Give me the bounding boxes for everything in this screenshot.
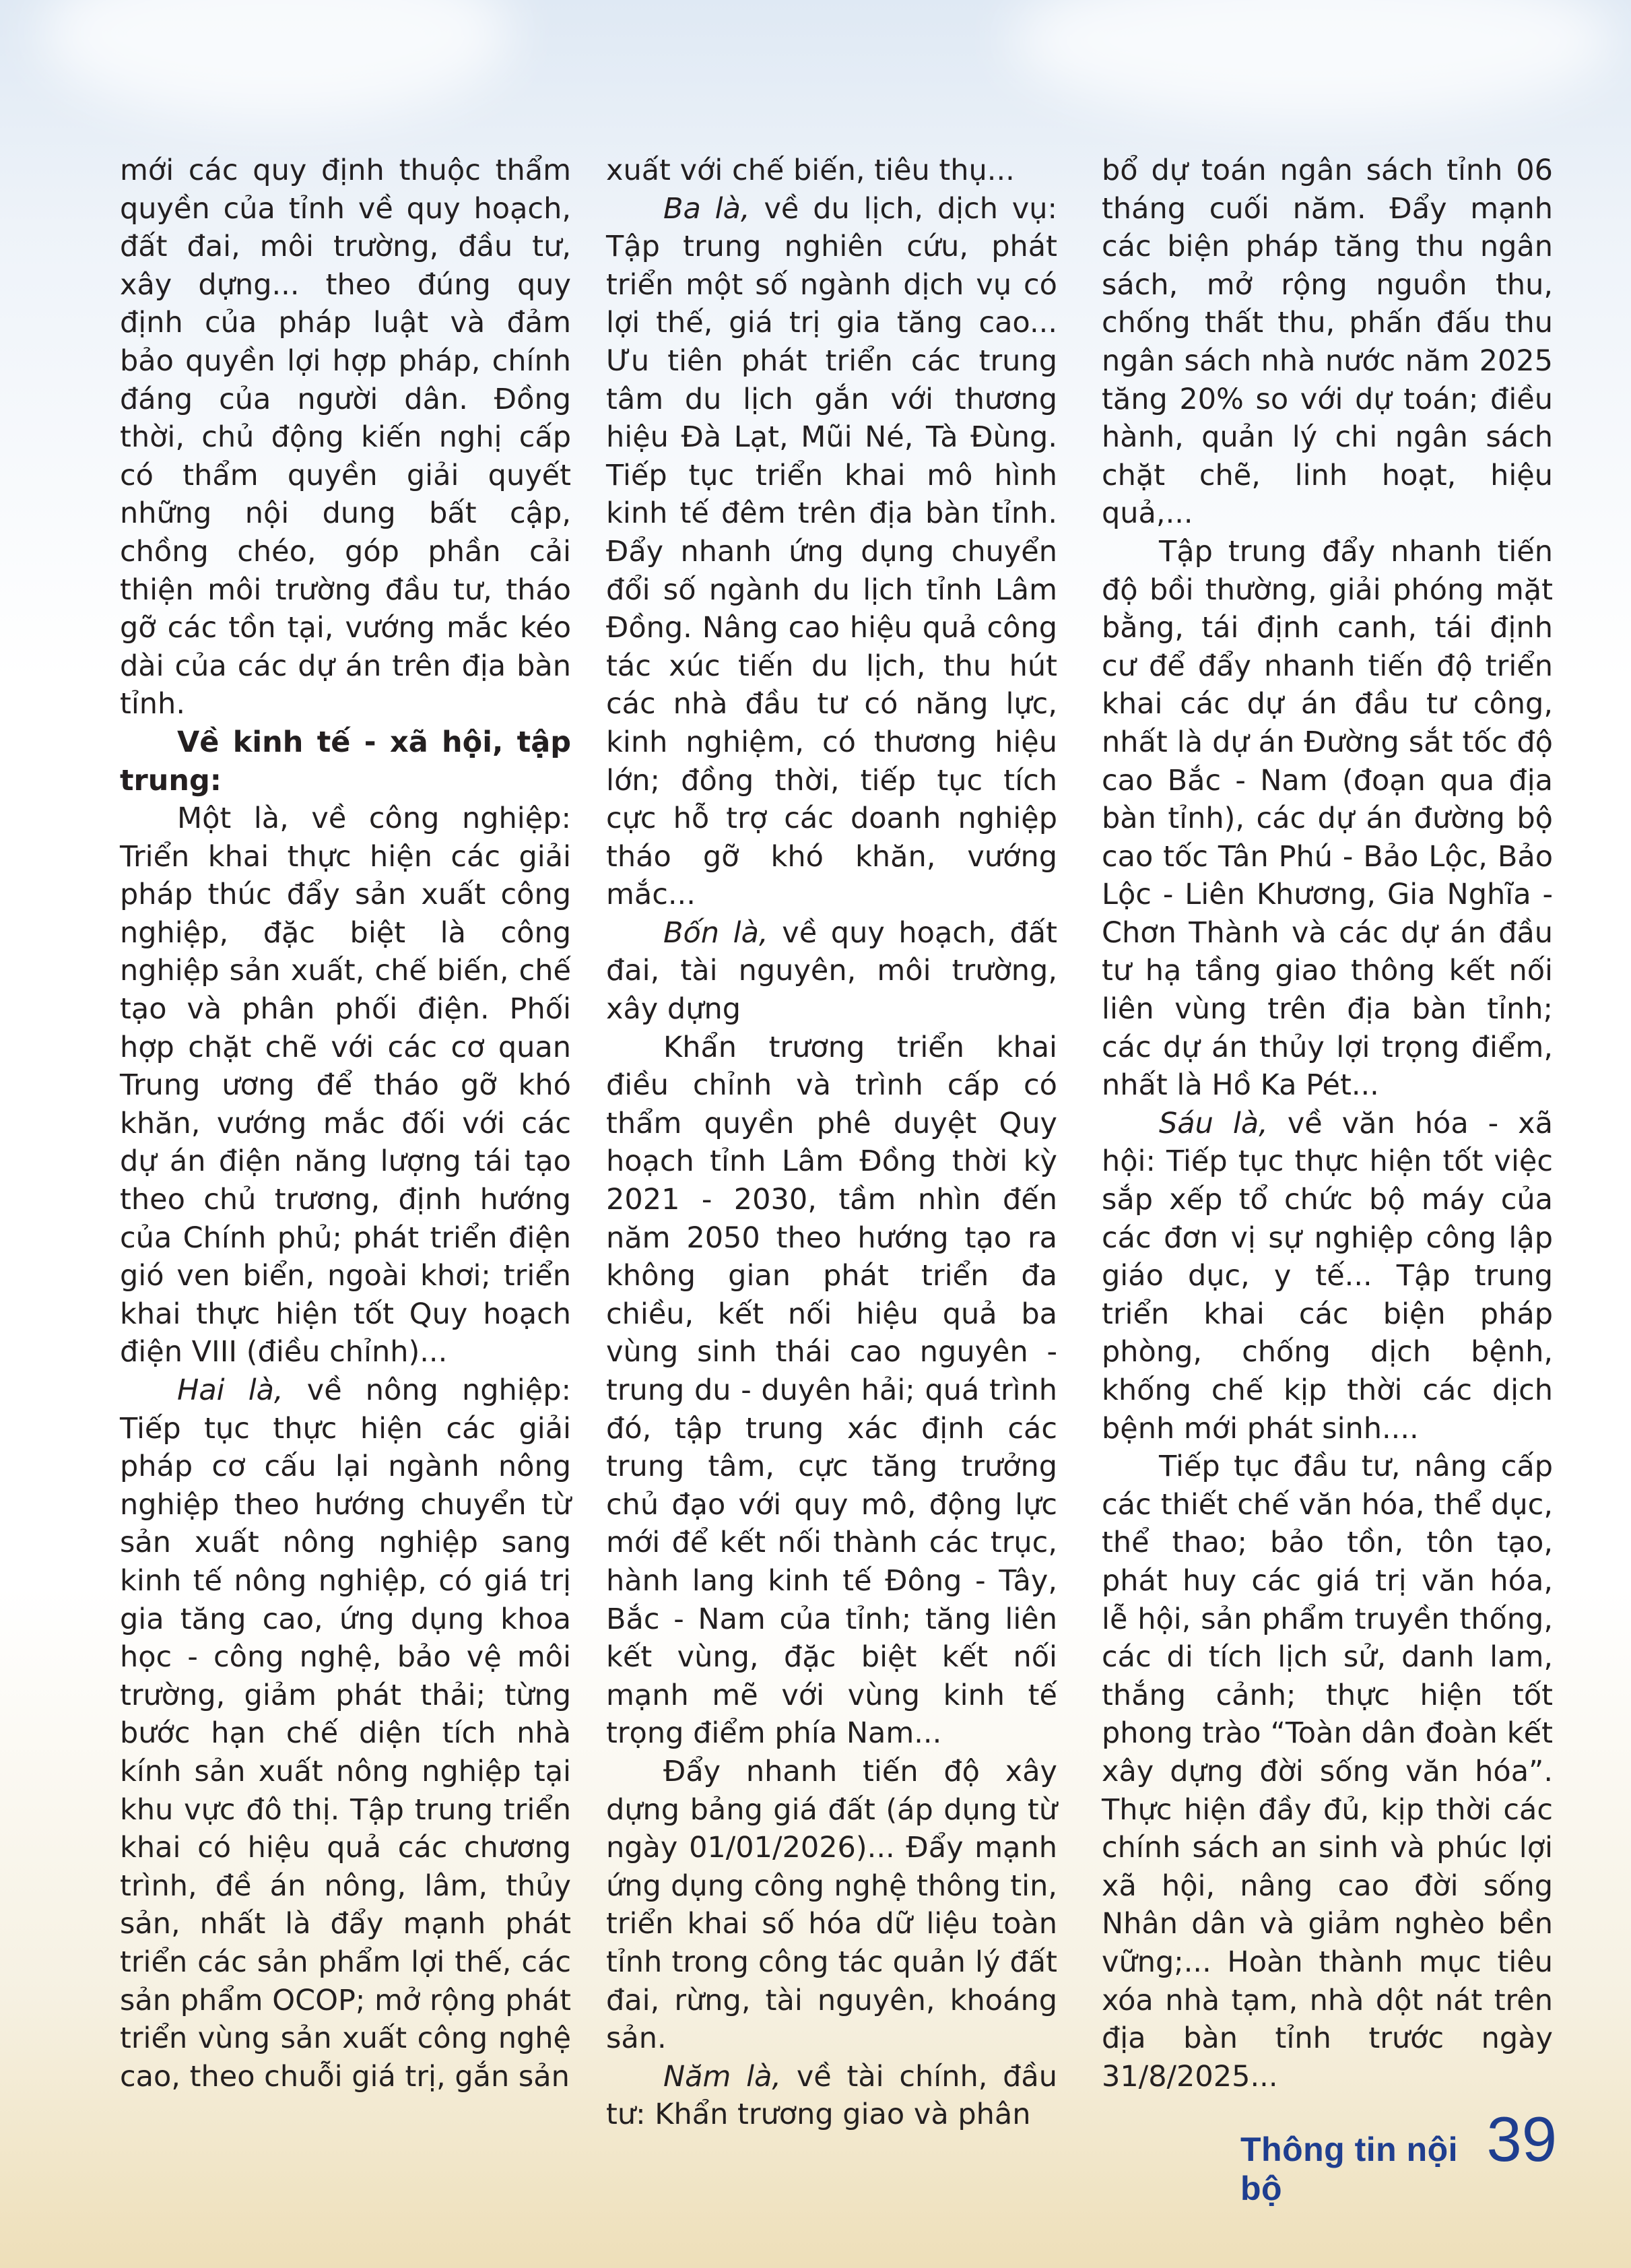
paragraph xyxy=(1102,1105,1553,1448)
page-number: 39 xyxy=(1486,2104,1557,2174)
paragraph xyxy=(1102,533,1553,1105)
body-text: về tài chính, đầu tư: Khẩn trương giao và phân xyxy=(606,2059,1057,2132)
paragraph xyxy=(606,2058,1057,2134)
paragraph xyxy=(120,152,571,723)
body-text: về du lịch, dịch vụ: Tập trung nghiên cứu, phát triển một số ngành dịch vụ có lợi thế, giá trị gia tăng cao... Ưu tiên phát triển các trung tâm du lịch gắn với thương hiệu Đà Lạt, Mũi Né, Tà Đùng. Tiếp tục triển khai mô hình kinh tế đêm trên địa bàn tỉnh. Đẩy nhanh ứng dụng chuyển đổi số ngành du lịch tỉnh Lâm Đồng. Nâng cao hiệu quả công tác xúc tiến du lịch, thu hút các nhà đầu tư có năng lực, kinh nghiệm, có thương hiệu lớn; đồng thời, tiếp tục tích cực hỗ trợ các doanh nghiệp tháo gỡ khó khăn, vướng mắc... xyxy=(606,191,1057,912)
italic-lead: Ba là, xyxy=(663,191,750,226)
background-cloud xyxy=(1010,0,1616,121)
paragraph xyxy=(1102,152,1553,533)
italic-lead: Hai là, xyxy=(177,1373,284,1407)
body-text: bổ dự toán ngân sách tỉnh 06 tháng cuối năm. Đẩy mạnh các biện pháp tăng thu ngân sách, mở rộng nguồn thu, chống thất thu, phấn đấu thu ngân sách nhà nước năm 2025 tăng 20% so với dự toán; điều hành, quản lý chi ngân sách chặt chẽ, linh hoạt, hiệu quả,... xyxy=(1102,154,1553,531)
paragraph xyxy=(606,190,1057,914)
text-column-1 xyxy=(120,152,571,2096)
page-footer xyxy=(1240,2103,1557,2207)
italic-lead: Năm là, xyxy=(663,2059,782,2094)
paragraph xyxy=(120,723,571,800)
body-text: xuất với chế biến, tiêu thụ... xyxy=(606,154,1015,187)
paragraph xyxy=(606,152,1057,190)
body-text: Một là, về công nghiệp: Triển khai thực hiện các giải pháp thúc đẩy sản xuất công nghiệp, đặc biệt là công nghiệp sản xuất, chế biến, chế tạo và phân phối điện. Phối hợp chặt chẽ với các cơ quan Trung ương để tháo gỡ khó khăn, vướng mắc đối với các dự án điện năng lượng tái tạo theo chủ trương, định hướng của Chính phủ; phát triển điện gió ven biển, ngoài khơi; triển khai thực hiện tốt Quy hoạch điện VIII (điều chỉnh)... xyxy=(120,802,571,1369)
body-text: Đẩy nhanh tiến độ xây dựng bảng giá đất (áp dụng từ ngày 01/01/2026)... Đẩy mạnh ứng dụng công nghệ thông tin, triển khai số hóa dữ liệu toàn tỉnh trong công tác quản lý đất đai, rừng, tài nguyên, khoáng sản. xyxy=(606,1754,1057,2056)
section-heading: Về kinh tế - xã hội, tập trung: xyxy=(120,725,571,798)
body-text: mới các quy định thuộc thẩm quyền của tỉnh về quy hoạch, đất đai, môi trường, đầu tư, xây dựng... theo đúng quy định của pháp luật và đảm bảo quyền lợi hợp pháp, chính đáng của người dân. Đồng thời, chủ động kiến nghị cấp có thẩm quyền giải quyết những nội dung bất cập, chồng chéo, góp phần cải thiện môi trường đầu tư, tháo gỡ các tồn tại, vướng mắc kéo dài của các dự án trên địa bàn tỉnh. xyxy=(120,154,571,721)
body-text: về văn hóa - xã hội: Tiếp tục thực hiện tốt việc sắp xếp tổ chức bộ máy của các đơn vị sự nghiệp công lập giáo dục, y tế... Tập trung triển khai các biện pháp phòng, chống dịch bệnh, khống chế kịp thời các dịch bệnh mới phát sinh.... xyxy=(1102,1106,1553,1446)
body-text: Tập trung đẩy nhanh tiến độ bồi thường, giải phóng mặt bằng, tái định canh, tái định cư để đẩy nhanh tiến độ triển khai các dự án đầu tư công, nhất là dự án Đường sắt tốc độ cao Bắc - Nam (đoạn qua địa bàn tỉnh), các dự án đường bộ cao tốc Tân Phú - Bảo Lộc, Bảo Lộc - Liên Khương, Gia Nghĩa - Chơn Thành và các dự án đầu tư hạ tầng giao thông kết nối liên vùng trên địa bàn tỉnh; các dự án thủy lợi trọng điểm, nhất là Hồ Ka Pét... xyxy=(1102,534,1553,1103)
paragraph xyxy=(606,1753,1057,2058)
paragraph xyxy=(120,800,571,1371)
paragraph xyxy=(606,914,1057,1029)
body-text: về nông nghiệp: Tiếp tục thực hiện các giải pháp cơ cấu lại ngành nông nghiệp theo hướng chuyển từ sản xuất nông nghiệp sang kinh tế nông nghiệp, có giá trị gia tăng cao, ứng dụng khoa học - công nghệ, bảo vệ môi trường, giảm phát thải; từng bước hạn chế diện tích nhà kính sản xuất nông nghiệp tại khu vực đô thị. Tập trung triển khai có hiệu quả các chương trình, đề án nông, lâm, thủy sản, nhất là đẩy mạnh phát triển các sản phẩm lợi thế, các sản phẩm OCOP; mở rộng phát triển vùng sản xuất công nghệ cao, theo chuỗi giá trị, gắn sản xyxy=(120,1373,571,2094)
italic-lead: Bốn là, xyxy=(663,915,768,950)
italic-lead: Sáu là, xyxy=(1159,1106,1268,1140)
background-cloud xyxy=(40,0,512,121)
paragraph xyxy=(606,1029,1057,1753)
body-text: Tiếp tục đầu tư, nâng cấp các thiết chế văn hóa, thể dục, thể thao; bảo tồn, tôn tạo, phát huy các giá trị văn hóa, lễ hội, sản phẩm truyền thống, các di tích lịch sử, danh lam, thắng cảnh; thực hiện tốt phong trào “Toàn dân đoàn kết xây dựng đời sống văn hóa”. Thực hiện đầy đủ, kịp thời các chính sách an sinh và phúc lợi xã hội, nâng cao đời sống Nhân dân và giảm nghèo bền vững;... Hoàn thành mục tiêu xóa nhà tạm, nhà dột nát trên địa bàn tỉnh trước ngày 31/8/2025... xyxy=(1102,1450,1553,2094)
body-text: Khẩn trương triển khai điều chỉnh và trình cấp có thẩm quyền phê duyệt Quy hoạch tỉnh Lâm Đồng thời kỳ 2021 - 2030, tầm nhìn đến năm 2050 theo hướng tạo ra không gian phát triển đa chiều, kết nối hiệu quả ba vùng sinh thái cao nguyên - trung du - duyên hải; quá trình đó, tập trung xác định các trung tâm, cực tăng trưởng chủ đạo với quy mô, động lực mới để kết nối thành các trục, hành lang kinh tế Đông - Tây, Bắc - Nam của tỉnh; tăng liên kết vùng, đặc biệt kết nối mạnh mẽ với vùng kinh tế trọng điểm phía Nam... xyxy=(606,1030,1057,1751)
publication-title: Thông tin nội bộ xyxy=(1240,2131,1459,2207)
paragraph xyxy=(120,1371,571,2096)
paragraph xyxy=(1102,1448,1553,2096)
text-column-3 xyxy=(1102,152,1553,2096)
text-column-2 xyxy=(606,152,1057,2134)
body-text: về quy hoạch, đất đai, tài nguyên, môi trường, xây dựng xyxy=(606,915,1057,1027)
